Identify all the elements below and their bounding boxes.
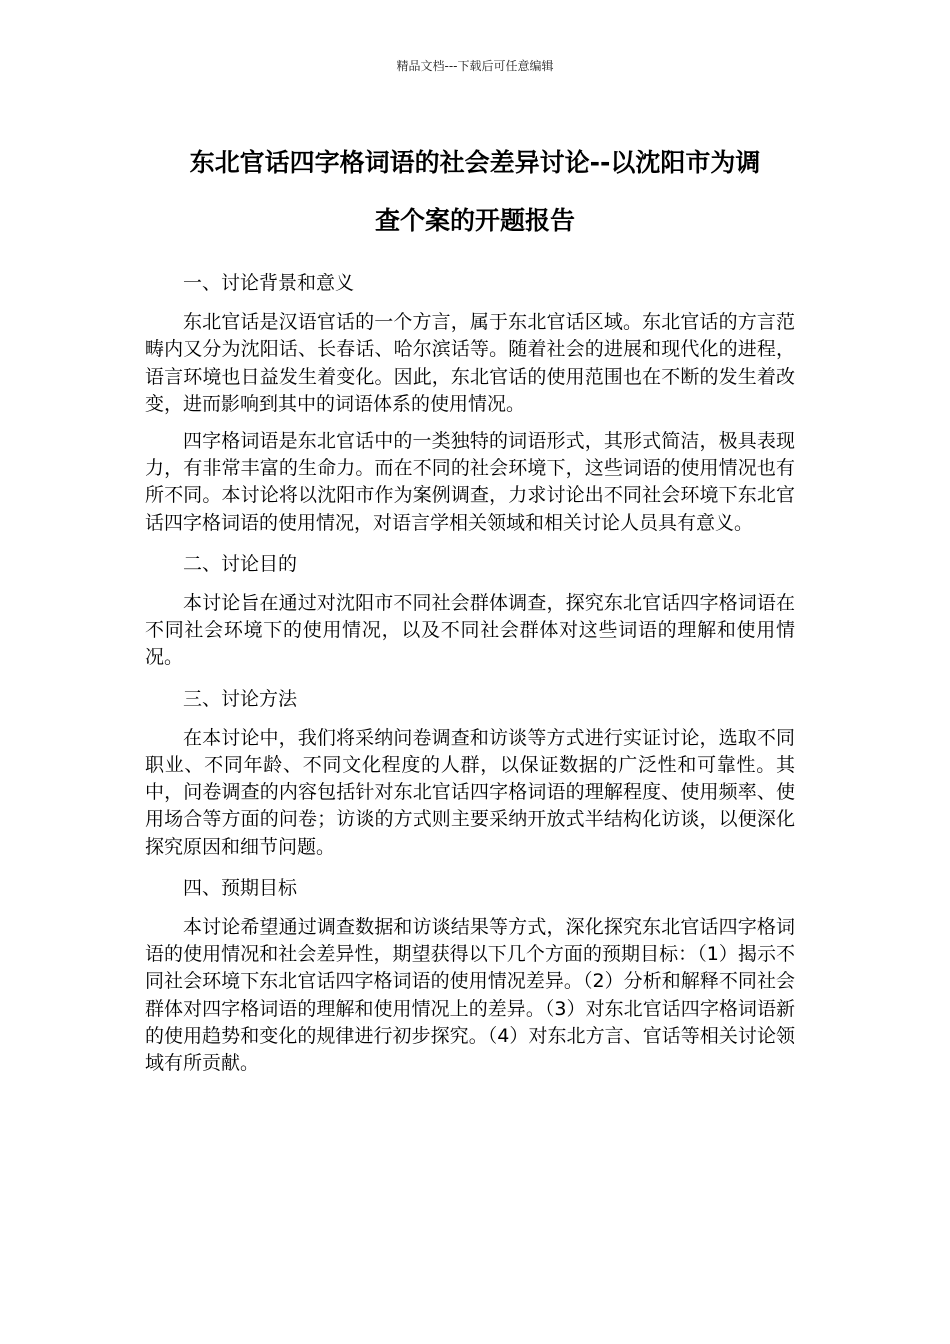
purpose-paragraph: 本讨论旨在通过对沈阳市不同社会群体调查，探究东北官话四字格词语在不同社会环境下的使用情况，以及不同社会群体对这些词语的理解和使用情况。 — [145, 592, 795, 669]
method-paragraph: 在本讨论中，我们将采纳问卷调查和访谈等方式进行实证讨论，选取不同职业、不同年龄、不同文化程度的人群，以保证数据的广泛性和可靠性。其中，问卷调查的内容包括针对东北官话四字格词语的理解程度、使用频率、使用场合等方面的问卷；访谈的方式则主要采纳开放式半结构化访谈，以便深化探究原因和细节问题。 — [145, 726, 795, 858]
background-paragraph-1: 东北官话是汉语官话的一个方言，属于东北官话区域。东北官话的方言范畴内又分为沈阳话、长春话、哈尔滨话等。随着社会的进展和现代化的进程，语言环境也日益发生着变化。因此，东北官话的使用范围也在不断的发生着改变，进而影响到其中的词语体系的使用情况。 — [145, 311, 795, 415]
section-heading-purpose: 二、讨论目的 — [183, 552, 298, 575]
section-heading-goals: 四、预期目标 — [183, 876, 298, 899]
section-heading-background: 一、讨论背景和意义 — [183, 272, 355, 294]
header-note: 精品文档---下载后可任意编辑 — [396, 59, 554, 73]
title-line-2: 查个案的开题报告 — [374, 206, 575, 235]
goals-paragraph — [145, 914, 795, 1077]
document-title — [145, 134, 805, 250]
goal-item-3: （3）对东北官话四字格词语新的使用趋势和变化的规律进行初步探究。 — [145, 997, 795, 1047]
section-heading-method: 三、讨论方法 — [183, 687, 298, 710]
title-line-1: 东北官话四字格词语的社会差异讨论--以沈阳市为调 — [189, 148, 761, 177]
document-body — [145, 270, 795, 1087]
goal-item-4: （4）对东北方言、官话等相关讨论领域有所贡献。 — [145, 1024, 795, 1075]
goal-item-1: （1）揭示不同社会环境下东北官话四字格词语的使用情况差异。 — [145, 943, 795, 993]
goal-item-2: （2）分析和解释不同社会群体对四字格词语的理解和使用情况上的差异。 — [145, 970, 795, 1020]
goals-intro: 本讨论希望通过调查数据和访谈结果等方式，深化探究东北官话四字格词语的使用情况和社会差异性，期望获得以下几个方面的预期目标： — [145, 916, 795, 966]
background-paragraph-2: 四字格词语是东北官话中的一类独特的词语形式，其形式简洁，极具表现力，有非常丰富的生命力。而在不同的社会环境下，这些词语的使用情况也有所不同。本讨论将以沈阳市作为案例调查，力求讨论出不同社会环境下东北官话四字格词语的使用情况，对语言学相关领域和相关讨论人员具有意义。 — [145, 430, 795, 534]
